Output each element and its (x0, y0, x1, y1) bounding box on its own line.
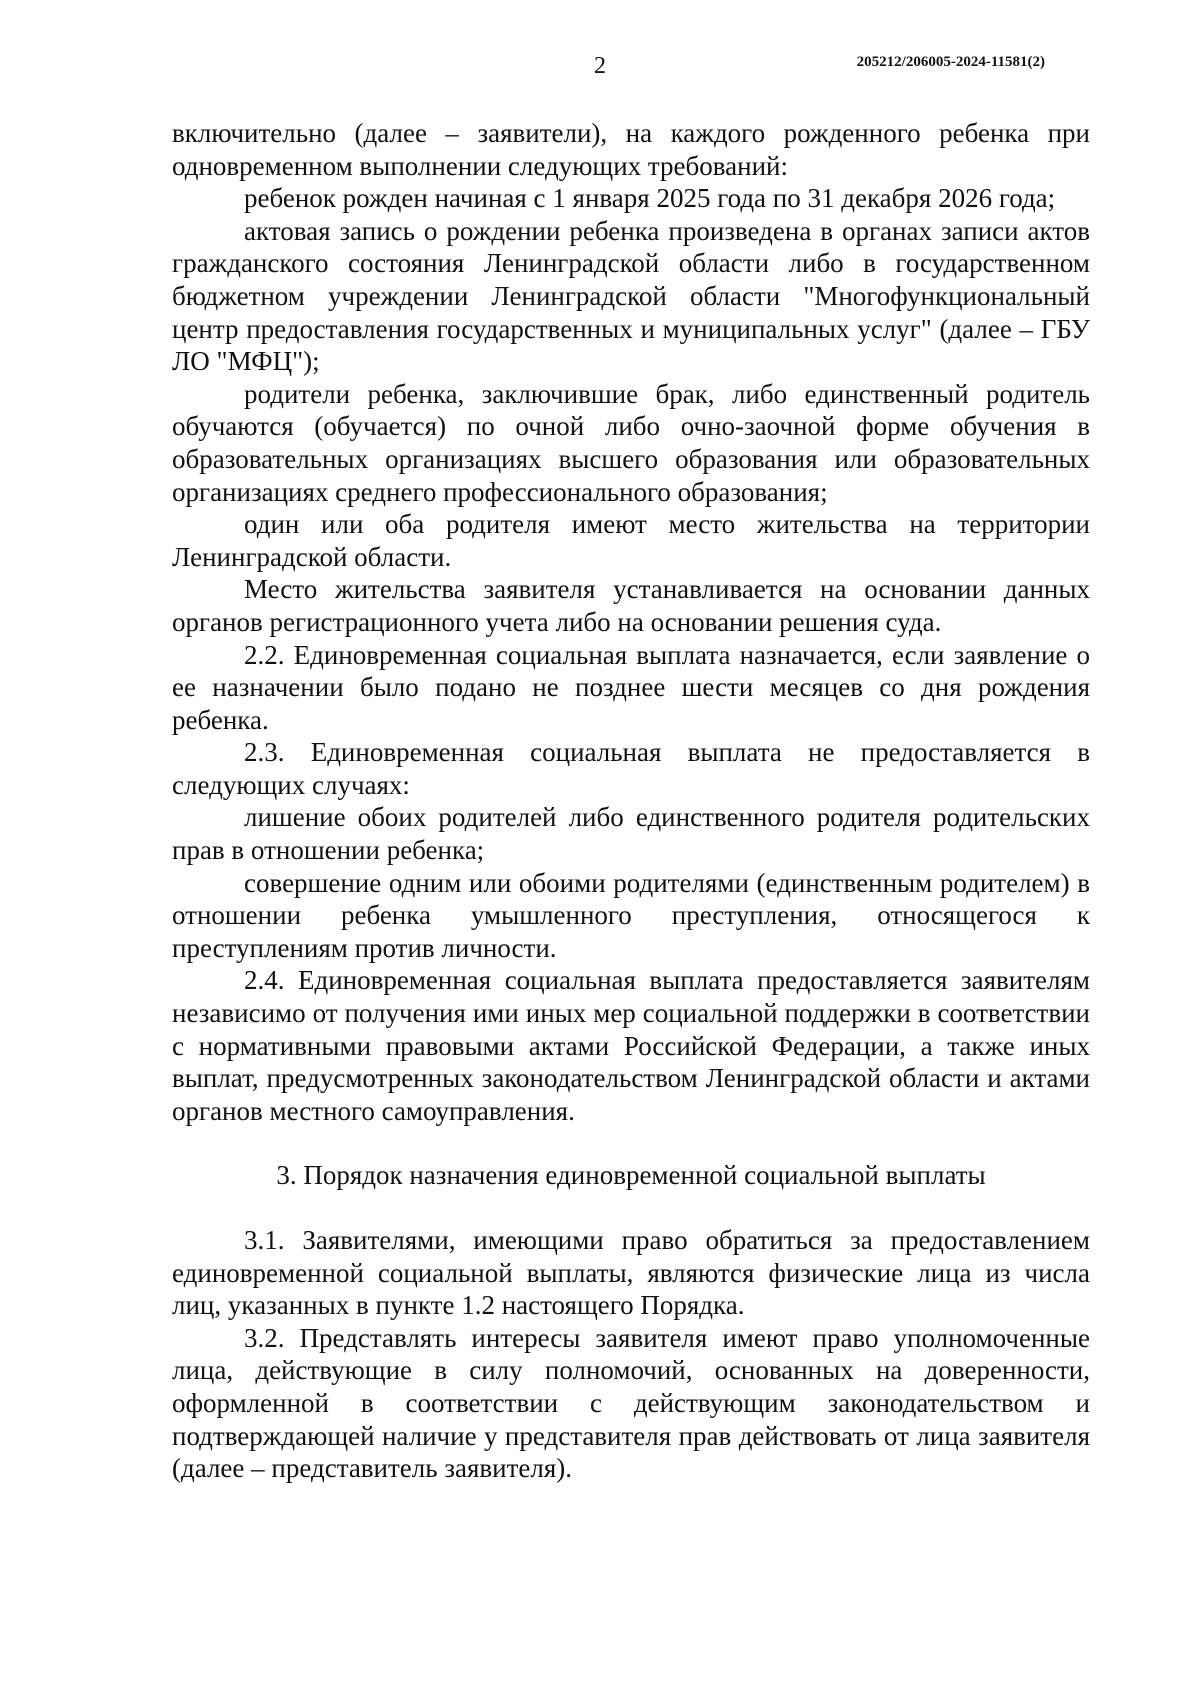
requirement-parents-study: родители ребенка, заключившие брак, либо единственный родитель обучаются (обучается) по очной либо очно-заочной форме обучения в образовательных организациях высшего образования или образовательных организациях среднего профессионального образования; (172, 378, 1090, 507)
paragraph-residence-basis: Место жительства заявителя устанавливается на основании данных органов регистрационного учета либо на основании решения суда. (172, 574, 1090, 637)
clause-2-2: 2.2. Единовременная социальная выплата назначается, если заявление о ее назначении было подано не позднее шести месяцев со дня рождения ребенка. (172, 639, 1090, 735)
case-crime: совершение одним или обоими родителями (единственным родителем) в отношении ребенка умышленного преступления, относящегося к преступлениям против личности. (172, 867, 1090, 963)
section-3-heading: 3. Порядок назначения единовременной социальной выплаты (276, 1160, 986, 1191)
paragraph-continuation: включительно (далее – заявители), на каждого рожденного ребенка при одновременном выполнении следующих требований: (172, 118, 1090, 181)
clause-2-3: 2.3. Единовременная социальная выплата не предоставляется в следующих случаях: (172, 737, 1090, 800)
case-deprivation-rights: лишение обоих родителей либо единственного родителя родительских прав в отношении ребенка; (172, 802, 1090, 866)
clause-3-2: 3.2. Представлять интересы заявителя имеют право уполномоченные лица, действующие в силу полномочий, основанных на доверенности, оформленной в соответствии с действующим законодательством и подтверждающей наличие у представителя прав действовать от лица заявителя (далее – представитель заявителя). (172, 1322, 1090, 1484)
requirement-birth-record: актовая запись о рождении ребенка произведена в органах записи актов гражданского состояния Ленинградской области либо в государственном бюджетном учреждении Ленинградской области "Многофункциональный центр предоставления государственных и муниципальных услуг" (далее – ГБУ ЛО "МФЦ"); (172, 215, 1090, 377)
requirement-birth-date: ребенок рожден начиная с 1 января 2025 года по 31 декабря 2026 года; (244, 183, 1056, 214)
requirement-residence: один или оба родителя имеют место жительства на территории Ленинградской области. (172, 509, 1090, 572)
clause-2-4: 2.4. Единовременная социальная выплата предоставляется заявителям независимо от получения ими иных мер социальной поддержки в соответствии с нормативными правовыми актами Российской Федерации, а также иных выплат, предусмотренных законодательством Ленинградской области и актами органов местного самоуправления. (172, 965, 1090, 1126)
document-number: 205212/206005-2024-11581(2) (856, 54, 1045, 70)
document-body (172, 117, 1090, 1485)
clause-3-1: 3.1. Заявителями, имеющими право обратиться за предоставлением единовременной социальной выплаты, являются физические лица из числа лиц, указанных в пункте 1.2 настоящего Порядка. (172, 1225, 1090, 1321)
page-number: 2 (594, 53, 606, 79)
